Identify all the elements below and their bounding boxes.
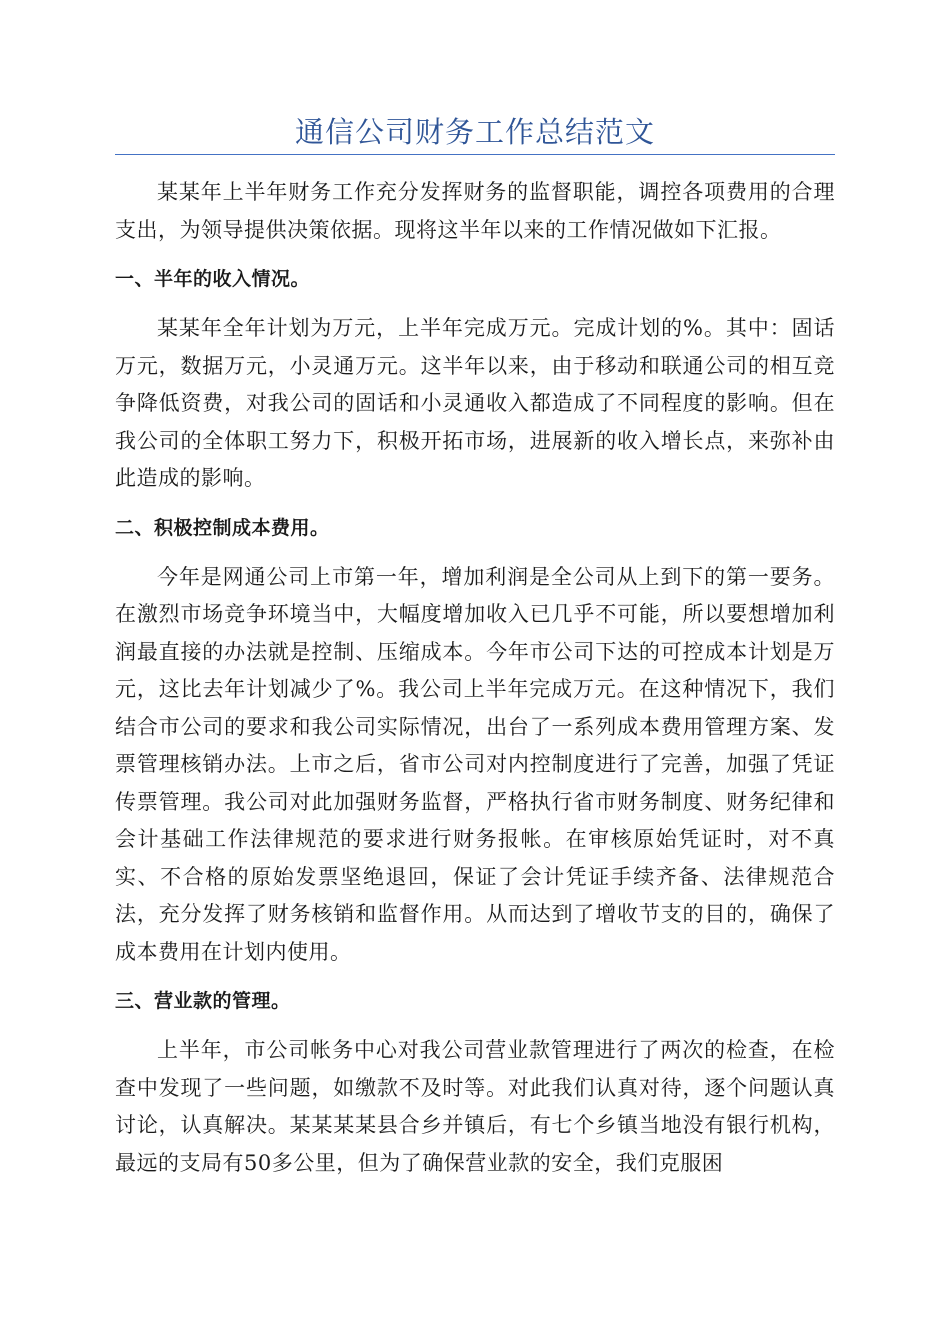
section-heading-cost-control: 二、积极控制成本费用。: [115, 516, 330, 539]
section-body-revenue-management: 上半年，市公司帐务中心对我公司营业款管理进行了两次的检查，在检查中发现了一些问题，如缴款不及时等。对此我们认真对待，逐个问题认真讨论，认真解决。某某某某县合乡并镇后，有七个乡镇当地没有银行机构，最远的支局有50多公里，但为了确保营业款的安全，我们克服困: [115, 1038, 835, 1175]
document-body: [115, 174, 835, 1182]
section-body-cost-control: 今年是网通公司上市第一年，增加利润是全公司从上到下的第一要务。在激烈市场竞争环境当中，大幅度增加收入已几乎不可能，所以要想增加利润最直接的办法就是控制、压缩成本。今年市公司下达的可控成本计划是万元，这比去年计划减少了%。我公司上半年完成万元。在这种情况下，我们结合市公司的要求和我公司实际情况，出台了一系列成本费用管理方案、发票管理核销办法。上市之后，省市公司对内控制度进行了完善，加强了凭证传票管理。我公司对此加强财务监督，严格执行省市财务制度、财务纪律和会计基础工作法律规范的要求进行财务报帐。在审核原始凭证时，对不真实、不合格的原始发票坚绝退回，保证了会计凭证手续齐备、法律规范合法，充分发挥了财务核销和监督作用。从而达到了增收节支的目的，确保了成本费用在计划内使用。: [115, 564, 835, 964]
intro-paragraph: 某某年上半年财务工作充分发挥财务的监督职能，调控各项费用的合理支出，为领导提供决策依据。现将这半年以来的工作情况做如下汇报。: [115, 180, 835, 242]
section-body-income: 某某年全年计划为万元，上半年完成万元。完成计划的%。其中：固话万元，数据万元，小灵通万元。这半年以来，由于移动和联通公司的相互竞争降低资费，对我公司的固话和小灵通收入都造成了不同程度的影响。但在我公司的全体职工努力下，积极开拓市场，进展新的收入增长点，来弥补由此造成的影响。: [115, 316, 835, 490]
document-title: 通信公司财务工作总结范文: [294, 115, 655, 149]
title-underline: [115, 154, 835, 155]
section-heading-income: 一、半年的收入情况。: [115, 268, 311, 290]
section-heading-revenue-management: 三、营业款的管理。: [115, 990, 291, 1012]
